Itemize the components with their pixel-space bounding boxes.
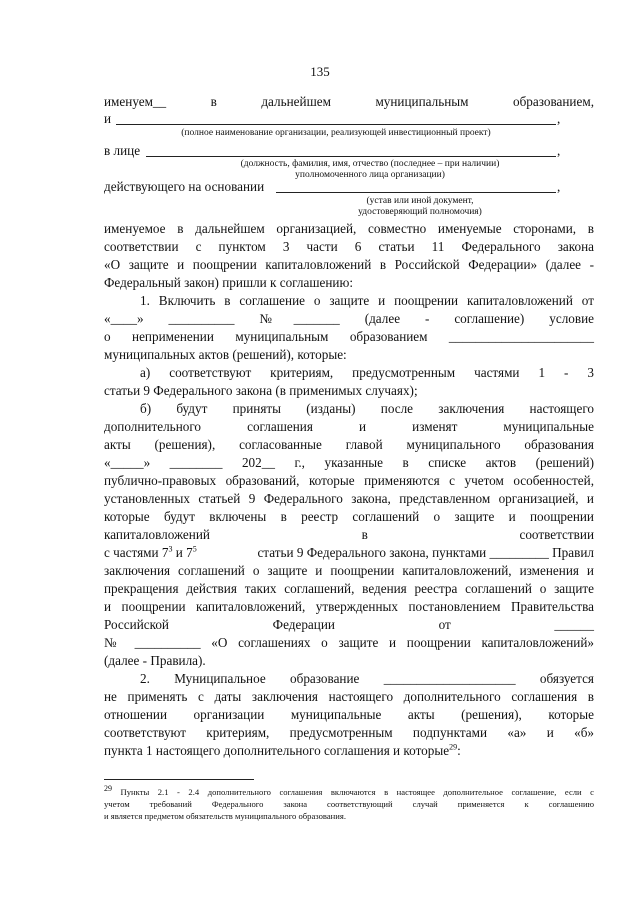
text-line: а) соответствуют критериям, предусмотренным частями 1 - 3 [140,365,594,380]
text-line-comma: , [557,179,561,194]
text-line: 1. Включить в соглашение о защите и поощрении капиталовложений от [140,293,594,308]
text-line: и поощрении капиталовложений, утвержденных постановлением Правительства [104,599,594,614]
text-line: именуемое в дальнейшем организацией, совместно именуемые сторонами, в [104,221,594,236]
text-line: «____» __________ №_______ (далее - соглашение) условие [104,311,594,326]
footnote-line: и является предметом обязательств муниципального образования. [104,811,346,821]
text-line: именуем__ в дальнейшем муниципальным образованием, [104,94,594,109]
text-line: капиталовложений в соответствии [104,527,594,542]
text-line: Российской Федерации от ______ [104,617,594,632]
text-run: статьи 9 Федерального закона, пунктами _________ Правил [257,545,594,560]
text-line: 2. Муниципальное образование ____________________ обязуется [140,671,594,686]
text-line: «_____» ________ 202__ г., указанные в списке актов (решений) [104,455,594,470]
text-line: прекращения действия таких соглашений, ведения реестра соглашений о защите [104,581,594,596]
text-line: статьи 9 Федерального закона (в применимых случаях); [104,383,418,398]
text-line: соответствии с пунктом 3 части 6 статьи 11 Федерального закона [104,239,594,254]
text-line: акты (решения), согласованные главой муниципального образования [104,437,594,452]
blank-line [116,124,556,125]
footnote-line: $^{29}$ Пункты 2.1 - 2.4 дополнительного соглашения включаются в настоящее дополнительное соглашение, если с [104,784,594,797]
text-line: № __________ «О соглашениях о защите и поощрении капиталовложений» [104,635,594,650]
text-run: с частями $7^3$ и $7^5$ [104,544,197,560]
text-line: соответствуют критериям, предусмотренным подпунктами «а» и «б» [104,725,594,740]
field-caption: уполномоченного лица организации) [295,170,445,180]
text-line-comma: , [557,111,561,126]
text-line [104,545,594,561]
text-line: в лице [104,143,141,158]
footnote-separator [104,779,254,780]
text-line: «О защите и поощрении капиталовложений в Российской Федерации» (далее - [104,257,594,272]
text-line: (далее - Правила). [104,653,206,668]
text-line: не применять с даты заключения настоящего дополнительного соглашения в [104,689,594,704]
blank-line [276,192,556,193]
field-caption: (должность, фамилия, имя, отчество (последнее – при наличии) [240,159,500,169]
text-line: пункта 1 настоящего дополнительного соглашения и которые$^{29}$: [104,742,461,758]
text-line: публично-правовых образований, которые применяются с учетом особенностей, [104,473,594,488]
text-line: действующего на основании [104,179,265,194]
field-caption: (полное наименование организации, реализующей инвестиционный проект) [181,128,491,138]
field-caption: (устав или иной документ, [366,196,474,206]
text-line: отношении организации муниципальные акты (решения), которые [104,707,594,722]
footnote-line: учетом требований Федерального закона соответствующий случай применяется к соглашению [104,799,594,809]
text-line-comma: , [557,143,561,158]
text-line: о неприменении муниципальным образованием ______________________ [104,329,594,344]
text-line: Федеральный закон) пришли к соглашению: [104,275,353,290]
text-line: б) будут приняты (изданы) после заключения настоящего [140,401,594,416]
field-caption: удостоверяющий полномочия) [358,207,482,217]
page-number: 135 [310,64,330,79]
text-line: дополнительного соглашения и изменят муниципальные [104,419,594,434]
text-line: которые будут включены в реестр соглашений о защите и поощрении [104,509,594,524]
text-line: заключения соглашений о защите и поощрении капиталовложений, изменения и [104,563,594,578]
text-line: установленных статьей 9 Федерального закона, представленном организацией, и [104,491,594,506]
text-line: и [104,111,112,126]
blank-line [146,156,556,157]
text-line: муниципальных актов (решений), которые: [104,347,347,362]
